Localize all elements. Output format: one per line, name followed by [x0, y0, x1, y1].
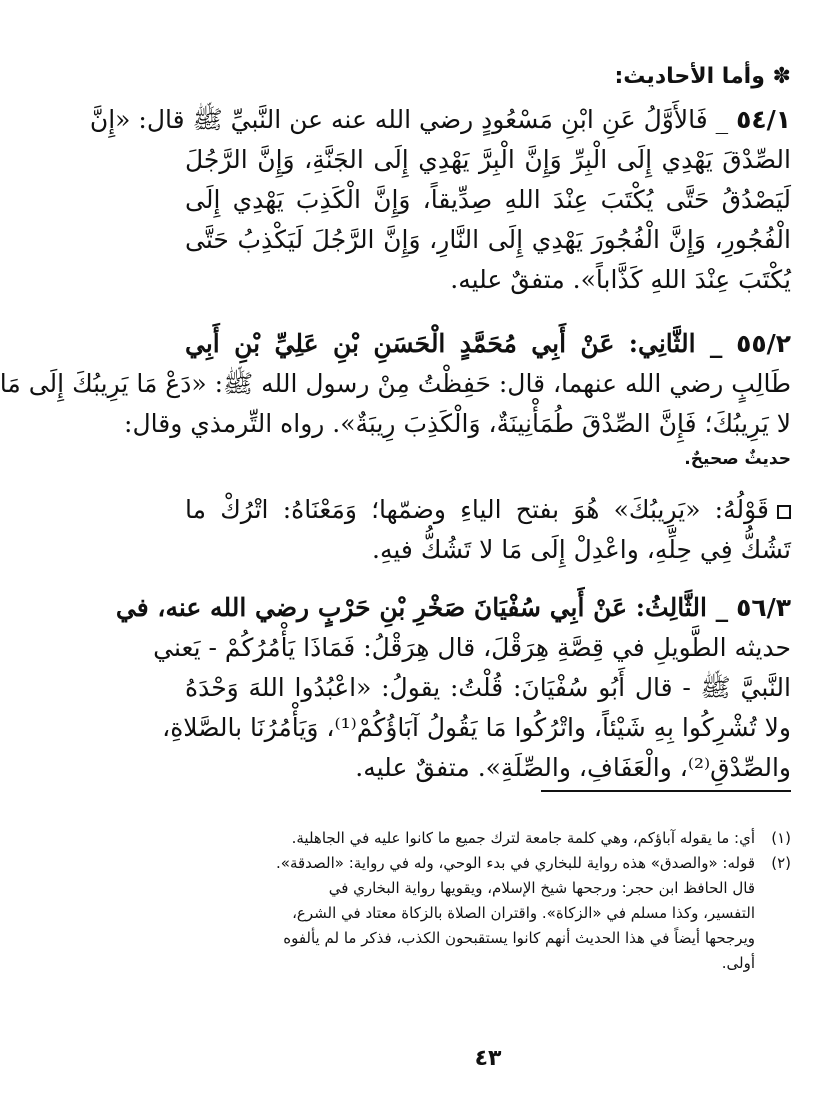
grading-note: حديثٌ صحيحٌ.: [684, 449, 791, 469]
hadith-line: طَالِبٍ رضي الله عنهما، قال: حَفِظْتُ مِنْ رسول الله ﷺ: «دَعْ مَا يَرِيبُكَ إِلَى مَا: [0, 369, 791, 398]
hadith-block: [115, 588, 791, 788]
explanation-block: [185, 490, 791, 570]
footnote-divider: [541, 790, 791, 792]
explanation-line: تَشُكُّ فِي حِلِّهِ، واعْدِلْ إِلَى مَا لا تَشُكُّ فيهِ.: [372, 535, 791, 564]
hadith-number: ٥٥/٢: [736, 329, 791, 358]
hadith-line: ٥٦/٣ _ الثَّالِثُ: عَنْ أَبِي سُفْيَانَ صَخْرِ بْنِ حَرْبٍ رضي الله عنه، في: [115, 593, 791, 622]
footnote-line: أولى.: [721, 954, 755, 972]
hadith-line: الصِّدْقَ يَهْدِي إِلَى الْبِرِّ وَإِنَّ الْبِرَّ يَهْدِي إِلَى الجَنَّةِ، وَإِنَّ الرَّجُلَ: [185, 145, 791, 174]
hadith-block: [89, 100, 791, 300]
hadith-line: حديثه الطَّويلِ في قِصَّةِ هِرَقْلَ، قال هِرَقْلُ: فَمَاذَا يَأْمُرُكُمْ - يَعني: [153, 633, 791, 662]
hadith-line: النَّبيَّ ﷺ - قال أَبُو سُفْيَانَ: قُلْتُ: يقولُ: «اعْبُدُوا اللهَ وَحْدَهُ: [185, 673, 791, 702]
hadith-line: لا يَرِيبُكَ؛ فَإِنَّ الصِّدْقَ طُمَأْنِينَةٌ، وَالْكَذِبَ رِيبَةٌ». رواه التِّرمذي وقال:: [124, 409, 791, 438]
section-heading: ✽ وأما الأحاديث:: [614, 64, 791, 89]
hadith-line: والصِّدْقِ⁽²⁾، والْعَفَافِ، والصِّلَةِ». متفقٌ عليه.: [355, 753, 791, 782]
hadith-line: ٥٤/١ _ فَالأَوَّلُ عَنِ ابْنِ مَسْعُودٍ رضي الله عنه عن النَّبيِّ ﷺ قال: «إِنَّ: [89, 105, 791, 134]
footnote-line: التفسير، وكذا مسلم في «الزكاة». واقتران الصلاة بالزكاة معتاد في الشرع،: [292, 904, 755, 922]
hadith-line: ٥٥/٢ _ الثَّانِي: عَنْ أَبِي مُحَمَّدٍ الْحَسَنِ بْنِ عَلِيِّ بْنِ أَبِي: [185, 329, 791, 358]
page-number: ٤٣: [474, 1046, 502, 1071]
footnote-marker: (٢): [771, 854, 791, 872]
footnote-line: ويرجحها أيضاً في هذا الحديث أنهم كانوا يستقبحون الكذب، فذكر ما لم يألفوه: [283, 929, 755, 947]
hadith-line: لَيَصْدُقُ حَتَّى يُكْتَبَ عِنْدَ اللهِ صِدِّيقاً، وَإِنَّ الْكَذِبَ يَهْدِي إِلَى: [185, 185, 791, 214]
square-bullet-icon: [777, 505, 791, 519]
footnote-marker: (١): [771, 829, 791, 847]
footnote-line: (١)أي: ما يقوله آباؤكم، وهي كلمة جامعة لترك جميع ما كانوا عليه في الجاهلية.: [185, 826, 791, 851]
hadith-block: [0, 324, 791, 474]
hadith-number: ٥٦/٣: [736, 593, 791, 622]
hadith-number: ٥٤/١: [736, 105, 791, 134]
hadith-line: يُكْتَبَ عِنْدَ اللهِ كَذَّاباً». متفقٌ عليه.: [450, 265, 791, 294]
footnotes: [185, 826, 791, 976]
hadith-line: الْفُجُورِ، وَإِنَّ الْفُجُورَ يَهْدِي إِلَى النَّارِ، وَإِنَّ الرَّجُلَ لَيَكْذِبُ حَتَّى: [185, 225, 791, 254]
explanation-line: قَوْلُهُ: «يَرِيبُكَ» هُوَ بفتح الياءِ وضمّها؛ وَمَعْنَاهُ: اتْرُكْ ما: [185, 490, 791, 530]
footnote-line: قال الحافظ ابن حجر: ورجحها شيخ الإسلام، ويقويها رواية البخاري في: [328, 879, 755, 897]
footnote-line: (٢)قوله: «والصدق» هذه رواية للبخاري في بدء الوحي، وله في رواية: «الصدقة».: [185, 851, 791, 876]
hadith-line: ولا تُشْرِكُوا بِهِ شَيْئاً، واتْرُكُوا مَا يَقُولُ آبَاؤُكُمْ⁽¹⁾، وَيَأْمُرُنَا بالصَّلاةِ،: [162, 713, 791, 742]
